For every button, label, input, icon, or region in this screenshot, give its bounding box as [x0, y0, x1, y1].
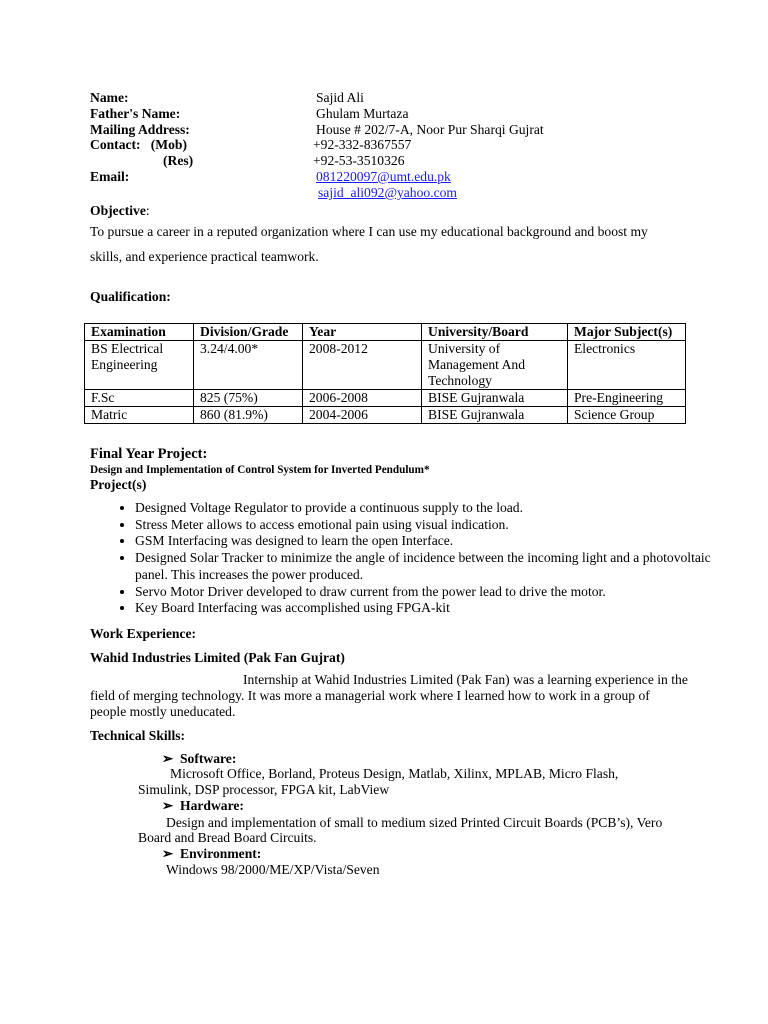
technical-skills-heading: Technical Skills:	[90, 728, 186, 743]
table-cell: BISE Gujranwala	[422, 407, 568, 424]
table-cell: Matric	[85, 407, 194, 424]
email-link-yahoo[interactable]: sajid_ali092@yahoo.com	[318, 185, 457, 200]
list-item: • Designed Voltage Regulator to provide a continuous supply to the load.	[135, 500, 715, 517]
hardware-subheading	[162, 798, 244, 814]
list-item: • Servo Motor Driver developed to draw current from the power lead to drive the motor.	[135, 584, 715, 601]
final-year-project-title: Design and Implementation of Control System for Inverted Pendulum*	[90, 464, 430, 476]
hardware-line-1: Design and implementation of small to medium sized Printed Circuit Boards (PCB’s), Vero	[166, 815, 663, 830]
work-description-line-1: Internship at Wahid Industries Limited (Pak Fan) was a learning experience in the	[243, 672, 688, 687]
software-line-2: Simulink, DSP processor, FPGA kit, LabView	[138, 782, 390, 797]
hardware-label: Hardware:	[180, 798, 244, 813]
projects-heading: Project(s)	[90, 477, 147, 492]
table-row	[85, 341, 686, 390]
table-cell: Science Group	[568, 407, 686, 424]
arrow-bullet-icon: ➢	[162, 798, 174, 813]
software-label: Software:	[180, 751, 237, 766]
list-item: • Designed Solar Tracker to minimize the angle of incidence between the incoming light and a photovoltaic panel. This increases the power produced.	[135, 550, 715, 583]
table-cell: F.Sc	[85, 390, 194, 407]
table-header-row	[85, 324, 686, 341]
contact-res-label: (Res)	[163, 153, 194, 168]
arrow-bullet-icon: ➢	[162, 846, 174, 861]
work-description-line-3: people mostly uneducated.	[90, 704, 236, 719]
table-cell: 2006-2008	[303, 390, 422, 407]
contact-mob-value: +92-332-8367557	[313, 137, 412, 152]
objective-colon: :	[145, 203, 150, 218]
objective-text: To pursue a career in a reputed organization where I can use my educational background and boost my skills, and experience practical teamwork.	[90, 224, 648, 264]
column-header: Examination	[85, 324, 194, 341]
email-label: Email:	[90, 169, 130, 184]
arrow-bullet-icon: ➢	[162, 751, 174, 766]
mailing-address-value: House # 202/7-A, Noor Pur Sharqi Gujrat	[316, 122, 544, 137]
email-link-umt[interactable]: 081220097@umt.edu.pk	[316, 169, 451, 184]
name-value: Sajid Ali	[316, 90, 364, 105]
work-experience-heading: Work Experience:	[90, 626, 197, 641]
work-description-line-2: field of merging technology. It was more a managerial work where I learned how to work in a group of	[90, 688, 650, 703]
table-cell: BS Electrical Engineering	[85, 341, 194, 390]
final-year-project-heading: Final Year Project:	[90, 446, 208, 462]
table-cell: BISE Gujranwala	[422, 390, 568, 407]
table-cell: Electronics	[568, 341, 686, 390]
list-item: • Stress Meter allows to access emotional pain using visual indication.	[135, 517, 715, 534]
projects-list	[90, 500, 715, 617]
column-header: University/Board	[422, 324, 568, 341]
father-name-label: Father's Name:	[90, 106, 181, 121]
work-company: Wahid Industries Limited (Pak Fan Gujrat)	[90, 650, 345, 665]
contact-mob-label: Contact: (Mob)	[90, 137, 188, 152]
mailing-address-label: Mailing Address:	[90, 122, 190, 137]
list-item: • Key Board Interfacing was accomplished using FPGA-kit	[135, 600, 715, 617]
table-cell: Pre-Engineering	[568, 390, 686, 407]
contact-res-value: +92-53-3510326	[313, 153, 405, 168]
software-subheading	[162, 751, 236, 767]
table-cell: 860 (81.9%)	[194, 407, 303, 424]
environment-label: Environment:	[180, 846, 262, 861]
list-item: • GSM Interfacing was designed to learn the open Interface.	[135, 533, 715, 550]
table-row	[85, 390, 686, 407]
objective-heading: Objective	[90, 203, 146, 218]
column-header: Major Subject(s)	[568, 324, 686, 341]
table-cell: 3.24/4.00*	[194, 341, 303, 390]
qualification-table	[84, 323, 686, 424]
objective-heading-line	[90, 203, 150, 219]
name-label: Name:	[90, 90, 129, 105]
software-line-1: Microsoft Office, Borland, Proteus Design, Matlab, Xilinx, MPLAB, Micro Flash,	[170, 766, 619, 781]
column-header: Division/Grade	[194, 324, 303, 341]
environment-value: Windows 98/2000/ME/XP/Vista/Seven	[166, 862, 380, 877]
table-cell: University of Management And Technology	[422, 341, 568, 390]
table-row	[85, 407, 686, 424]
table-cell: 2008-2012	[303, 341, 422, 390]
father-name-value: Ghulam Murtaza	[316, 106, 409, 121]
environment-subheading	[162, 846, 261, 862]
qualification-heading: Qualification:	[90, 289, 171, 304]
hardware-line-2: Board and Bread Board Circuits.	[138, 830, 317, 845]
table-cell: 825 (75%)	[194, 390, 303, 407]
column-header: Year	[303, 324, 422, 341]
table-cell: 2004-2006	[303, 407, 422, 424]
